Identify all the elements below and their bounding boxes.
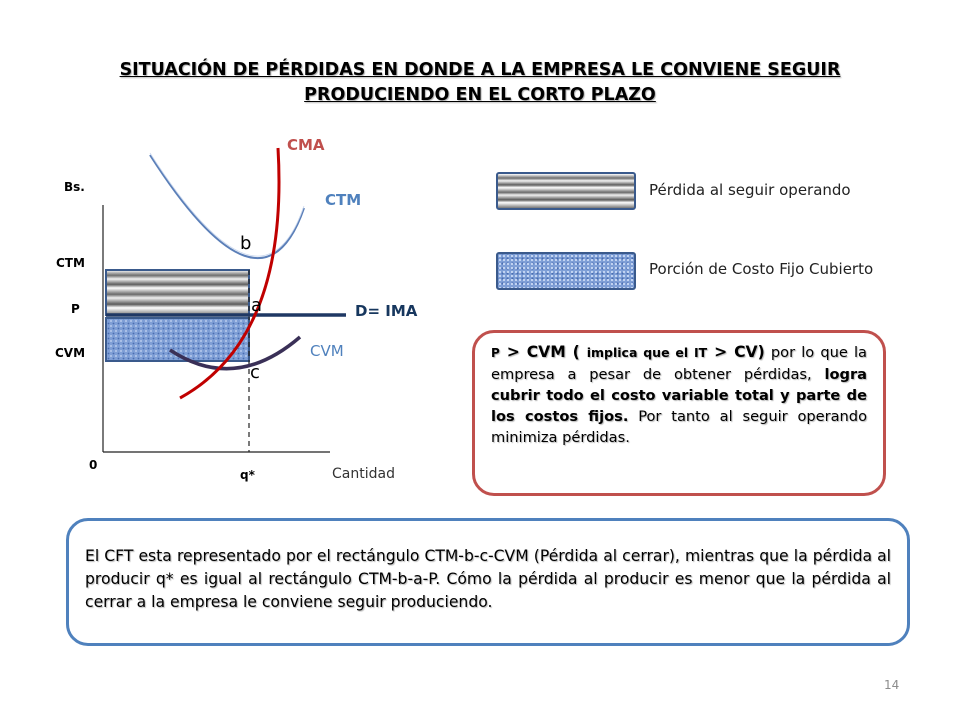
x-axis-label: Cantidad <box>332 466 395 482</box>
y-tick-ctm: CTM <box>56 256 85 270</box>
point-b: b <box>240 233 252 254</box>
title-line-1: SITUACIÓN DE PÉRDIDAS EN DONDE A LA EMPRESA LE CONVIENE SEGUIR <box>119 60 841 80</box>
y-tick-p: P <box>71 302 80 316</box>
title-line-2: PRODUCIENDO EN EL CORTO PLAZO <box>304 85 656 105</box>
point-a: a <box>251 295 263 316</box>
implies-text: implica que el IT <box>586 345 708 360</box>
gt-cv: > CV) <box>707 343 765 361</box>
point-c: c <box>250 362 260 383</box>
explanation-rest-2: Por tanto al seguir operando minimiza pérdidas. <box>491 408 867 446</box>
legend-fixed-cost-swatch <box>496 252 636 290</box>
p-symbol: P <box>491 346 500 360</box>
explanation-text <box>491 342 867 448</box>
explanation-box <box>472 330 886 496</box>
cvm-label: CVM <box>310 342 344 360</box>
gt-cvm: > CVM ( <box>499 343 587 361</box>
y-axis-label: Bs. <box>64 180 85 194</box>
loss-rectangle <box>106 270 249 315</box>
ctm-curve <box>150 155 304 258</box>
origin-label: 0 <box>89 458 98 472</box>
q-star-label: q* <box>240 468 255 482</box>
legend-fixed-cost-label: Porción de Costo Fijo Cubierto <box>649 260 874 278</box>
explanation-rest-1: por lo que la empresa a pesar de obtener pérdidas, <box>491 344 867 383</box>
ctm-label: CTM <box>325 191 362 209</box>
legend-loss-swatch <box>496 172 636 210</box>
explanation-bold: logra cubrir todo el costo variable total y parte de los costos fijos. <box>491 366 867 425</box>
conclusion-text: El CFT esta representado por el rectángulo CTM-b-c-CVM (Pérdida al cerrar), mientras que la pérdida al producir q* es igual al rectángulo CTM-b-a-P. Cómo la pérdida al producir es menor que la pérdida al cerrar a la empresa le conviene seguir produciendo. <box>85 547 891 611</box>
conclusion-box <box>66 518 910 646</box>
demand-label: D= IMA <box>355 302 418 320</box>
legend-loss-label: Pérdida al seguir operando <box>649 181 851 199</box>
cma-label: CMA <box>287 136 325 154</box>
page-number: 14 <box>884 678 900 692</box>
y-tick-cvm: CVM <box>55 346 86 360</box>
